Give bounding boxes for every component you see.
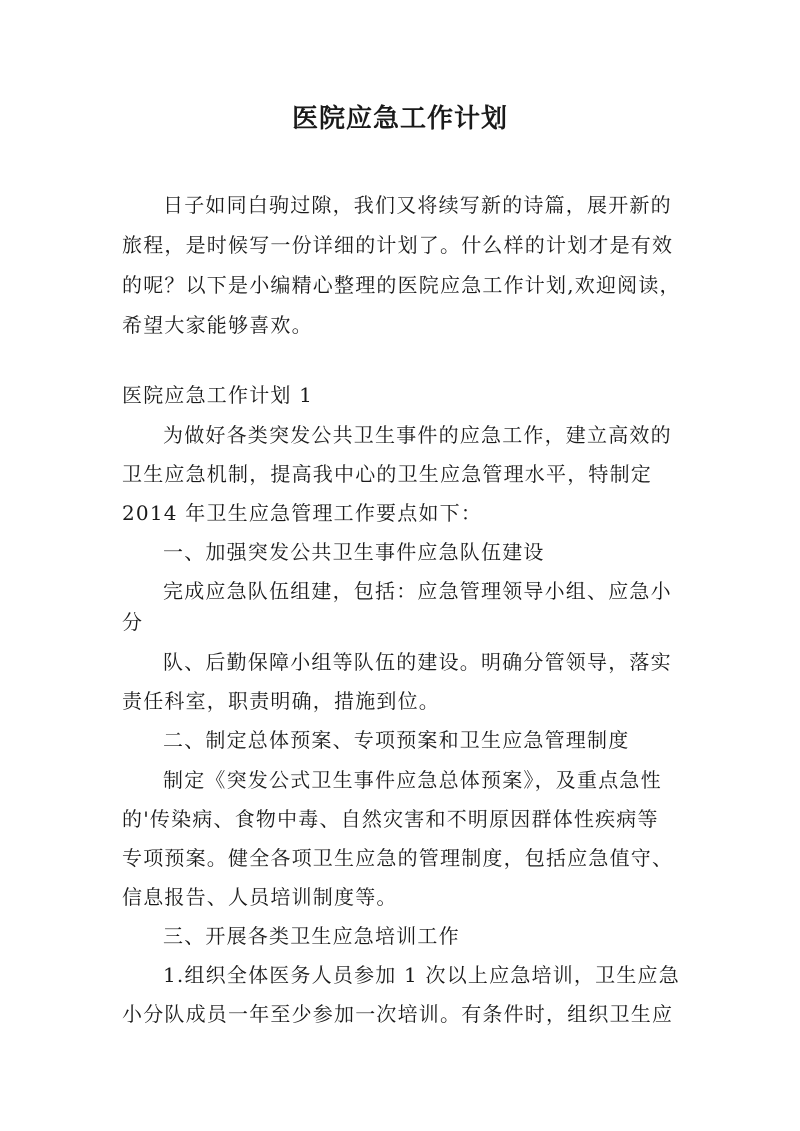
body-line: 1.组织全体医务人员参加 1 次以上应急培训，卫生应急 <box>163 963 680 987</box>
intro-line-2: 旅程，是时候写一份详细的计划了。什么样的计划才是有效 <box>122 233 674 257</box>
body-line: 完成应急队伍组建，包括：应急管理领导小组、应急小 <box>163 579 672 603</box>
intro-line-1: 日子如同白驹过隙，我们又将续写新的诗篇，展开新的 <box>163 193 672 217</box>
section-heading: 医院应急工作计划 1 <box>122 383 314 407</box>
body-line: 信息报告、人员培训制度等。 <box>122 885 398 909</box>
subheading-3: 三、开展各类卫生应急培训工作 <box>163 924 460 948</box>
document-title: 医院应急工作计划 <box>291 104 508 134</box>
subheading-2: 二、制定总体预案、专项预案和卫生应急管理制度 <box>163 728 630 752</box>
body-line: 的'传染病、食物中毒、自然灾害和不明原因群体性疾病等 <box>122 807 659 831</box>
body-line: 制定《突发公式卫生事件应急总体预案》，及重点急性 <box>163 768 662 792</box>
body-line: 专项预案。健全各项卫生应急的管理制度，包括应急值守、 <box>122 846 674 870</box>
intro-line-4: 希望大家能够喜欢。 <box>122 313 313 337</box>
body-line: 为做好各类突发公共卫生事件的应急工作，建立高效的 <box>163 423 672 447</box>
subheading-1: 一、加强突发公共卫生事件应急队伍建设 <box>163 540 545 564</box>
body-line: 2014 年卫生应急管理工作要点如下： <box>122 501 483 525</box>
body-line: 卫生应急机制，提高我中心的卫生应急管理水平，特制定 <box>122 462 652 486</box>
body-line: 分 <box>122 610 144 634</box>
body-line: 责任科室，职责明确，措施到位。 <box>122 689 440 713</box>
body-line: 队、后勤保障小组等队伍的建设。明确分管领导，落实 <box>163 650 672 674</box>
intro-line-3: 的呢？以下是小编精心整理的医院应急工作计划,欢迎阅读， <box>122 273 681 297</box>
body-line: 小分队成员一年至少参加一次培训。有条件时，组织卫生应 <box>122 1002 674 1026</box>
